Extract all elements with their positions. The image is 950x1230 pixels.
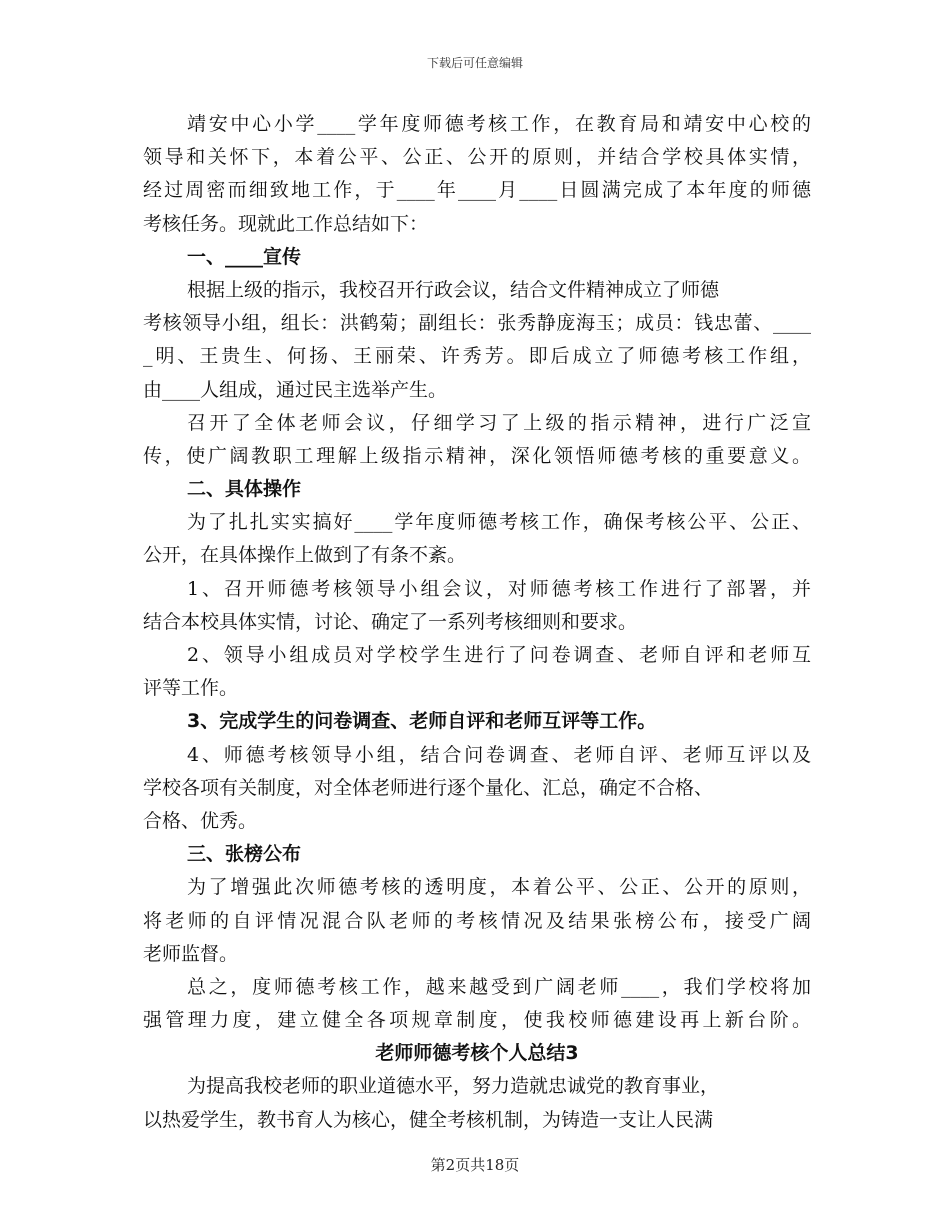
text-line: 2、领导小组成员对学校学生进行了问卷调查、老师自评和老师互: [187, 644, 811, 666]
text-line: 1、召开师德考核领导小组会议，对师德考核工作进行了部署，并: [187, 577, 811, 600]
page-footer: 第2页共18页: [430, 1156, 520, 1174]
text-line: 由____人组成，通过民主选举产生。: [143, 378, 448, 401]
text-line: 领导和关怀下，本着公平、公正、公开的原则，并结合学校具体实情，: [143, 146, 811, 169]
text-line: 结合本校具体实情，讨论、确定了一系列考核细则和要求。: [143, 610, 638, 633]
text-line: _明、王贵生、何扬、王丽荣、许秀芳。即后成立了师德考核工作组，: [143, 345, 811, 368]
text-line: 以热爱学生，教书育人为核心，健全考核机制，为铸造一支让人民满: [143, 1108, 714, 1131]
text-line: 评等工作。: [143, 677, 239, 700]
text-line: 4、师德考核领导小组，结合问卷调查、老师自评、老师互评以及: [187, 743, 811, 766]
document-title: 老师师德考核个人总结3: [375, 1042, 579, 1065]
section-heading: 一、____宣传: [187, 245, 302, 268]
text-line: 为了增强此次师德考核的透明度，本着公平、公正、公开的原则，: [187, 876, 811, 899]
text-line: 将老师的自评情况混合队老师的考核情况及结果张榜公布，接受广阔: [143, 909, 811, 932]
text-line: 经过周密而细致地工作，于____年____月____日圆满完成了本年度的师德: [143, 179, 811, 202]
text-line: 靖安中心小学____学年度师德考核工作，在教育局和靖安中心校的: [187, 113, 811, 135]
text-line: 根据上级的指示，我校召开行政会议，结合文件精神成立了师德: [187, 278, 720, 301]
document-body: [143, 108, 811, 1137]
text-line: 考核任务。现就此工作总结如下：: [143, 212, 429, 235]
text-line: 总之，度师德考核工作，越来越受到广阔老师____，我们学校将加: [187, 975, 811, 998]
text-line: 老师监督。: [143, 942, 239, 965]
section-heading: 二、具体操作: [187, 478, 302, 501]
text-line: 学校各项有关制度，对全体老师进行逐个量化、汇总，确定不合格、: [143, 776, 714, 799]
text-line: 召开了全体老师会议，仔细学习了上级的指示精神，进行广泛宣: [187, 411, 811, 434]
text-line: 强管理力度，建立健全各项规章制度，使我校师德建设再上新台阶。: [143, 1009, 811, 1032]
text-line: 为提高我校老师的职业道德水平，努力造就忠诚党的教育事业，: [187, 1075, 720, 1098]
page-header: 下载后可任意编辑: [426, 56, 523, 70]
text-line: 合格、优秀。: [143, 809, 258, 832]
section-heading: 三、张榜公布: [187, 843, 302, 866]
text-line: 为了扎扎实实搞好____学年度师德考核工作，确保考核公平、公正、: [187, 511, 811, 534]
text-line: 传，使广阔教职工理解上级指示精神，深化领悟师德考核的重要意义。: [143, 444, 811, 467]
bold-text-line: 3、完成学生的问卷调查、老师自评和老师互评等工作。: [187, 710, 657, 733]
text-line: 考核领导小组，组长：洪鹤菊；副组长：张秀静庞海玉；成员：钱忠蕾、____: [143, 312, 811, 335]
text-line: 公开，在具体操作上做到了有条不紊。: [143, 544, 467, 567]
